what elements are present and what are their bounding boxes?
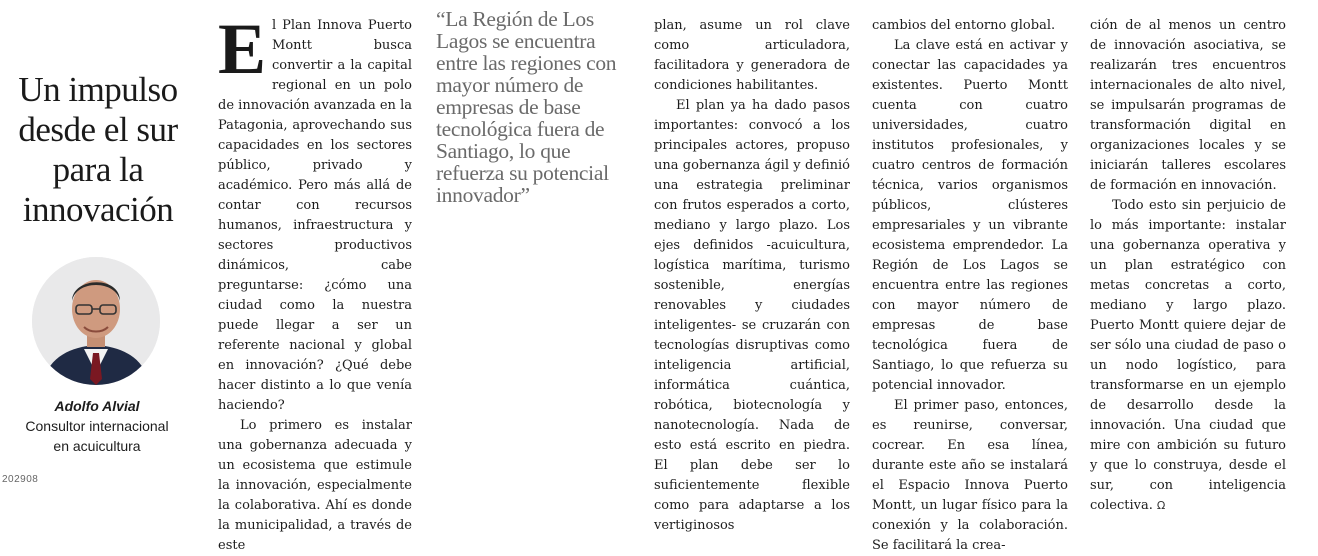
author-portrait-image [32, 257, 160, 385]
paragraph: ción de al menos un centro de innovación asociativa, se realizarán tres encuentros internacionales de alto nivel, se impulsarán programas de transformación digital en organizaciones locales y se iniciarán talleres escolares de formación en innovación. [1090, 18, 1286, 193]
headline: Un impulso desde el sur para la innovación [18, 70, 178, 229]
paragraph: El plan ya ha dado pasos importantes: convocó a los principales actores, propuso una gobernanza ágil y definió una estrategia preliminar con frutos esperados a corto, mediano y largo plazo. Los ejes definidos -acuicultura, logística marítima, turismo sostenible, energías renovables y ciudades inteligentes- se cruzarán con tecnologías disruptivas como inteligencia artificial, informática cuántica, robótica, biotecnología y nanotecnología. Nada de esto está escrito en piedra. El plan debe ser lo suficientemente flexible como para adaptarse a los vertiginosos [654, 98, 850, 533]
paragraph: El primer paso, entonces, es reunirse, conversar, cocrear. En esa línea, durante este año se instalará el Espacio Innova Puerto Montt, un lugar físico para la conexión y la colaboración. Se facilitará la crea- [872, 398, 1068, 553]
author-role-line1: Consultor internacional [25, 418, 169, 434]
paragraph [218, 9, 412, 416]
author-byline [8, 396, 186, 456]
body-column-1 [218, 9, 412, 556]
pull-quote: “La Región de Los Lagos se encuentra entre las regiones con mayor número de empresas de base tecnológica fuera de Santiago, lo que refuerza su potencial innovador” [436, 7, 617, 207]
paragraph-text: l Plan Innova Puerto Montt busca convertir a la capital regional en un polo de innovación avanzada en la Patagonia, aprovechando sus capacidades en los sectores público, privado y académico. Pero más allá de contar con recursos humanos, infraestructura y sectores productivos dinámicos, cabe preguntarse: ¿cómo una ciudad como la nuestra puede llegar a ser un referente nacional y global en innovación? ¿Qué debe hacer distinto a lo que venía haciendo? [218, 18, 412, 413]
paragraph: La clave está en activar y conectar las capacidades ya existentes. Puerto Montt cuenta con cuatro universidades, cuatro institutos profesionales, y cuatro centros de formación técnica, varios organismos públicos, clústeres empresariales y un vibrante ecosistema emprendedor. La Región de Los Lagos se encuentra entre las regiones con mayor número de empresas de base tecnológica fuera de Santiago, lo que refuerza su potencial innovador. [872, 38, 1068, 393]
author-photo [32, 257, 160, 385]
end-of-article-icon: Ω [1156, 499, 1166, 512]
paragraph: plan, asume un rol clave como articuladora, facilitadora y generadora de condiciones habilitantes. [654, 18, 850, 93]
paragraph: Lo primero es instalar una gobernanza adecuada y un ecosistema que estimule la innovación, especialmente la colaborativa. Ahí es donde la municipalidad, a través de este [218, 418, 412, 553]
paragraph-text: Todo esto sin perjuicio de lo más importante: instalar una gobernanza operativa y un plan estratégico con metas concretas a corto, mediano y largo plazo. Puerto Montt quiere dejar de ser sólo una ciudad de paso o un nodo logístico, para transformarse en un ejemplo de desarrollo desde la innovación. Una ciudad que mire con ambición su futuro y que lo construya, desde el sur, con inteligencia colectiva. [1090, 198, 1286, 513]
paragraph: cambios del entorno global. [872, 18, 1056, 33]
author-role-line2: en acuicultura [53, 438, 141, 454]
body-column-4 [1090, 16, 1286, 516]
edition-code: 202908 [2, 474, 39, 485]
author-name: Adolfo Alvial [54, 398, 140, 414]
body-column-3 [872, 16, 1068, 556]
paragraph [1090, 196, 1286, 516]
body-column-2 [654, 16, 850, 536]
drop-cap: E [218, 9, 267, 89]
